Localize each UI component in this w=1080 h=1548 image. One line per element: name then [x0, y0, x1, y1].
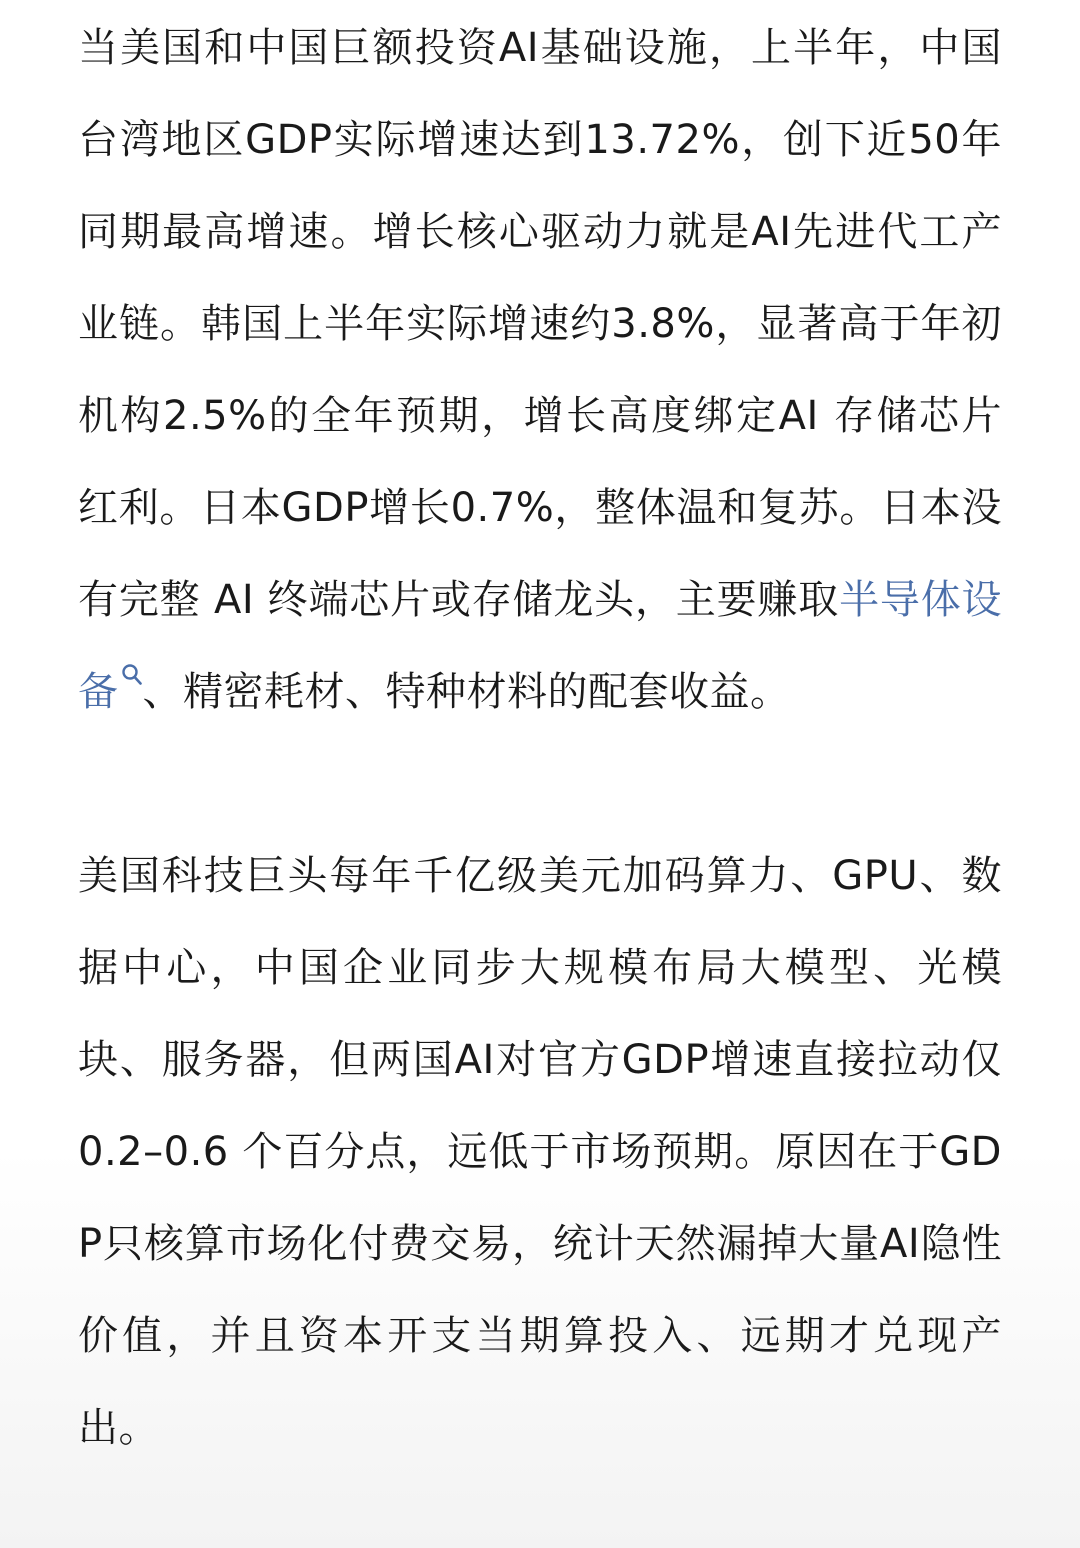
- link-text[interactable]: 半导体设备: [78, 577, 1003, 715]
- paragraph-text: 当美国和中国巨额投资AI基础设施，上半年，中国台湾地区GDP实际增速达到13.72%，创下近50年同期最高增速。增长核心驱动力就是AI先进代工产业链。韩国上半年实际增速约3.8%，显著高于年初机构2.5%的全年预期，增长高度绑定AI 存储芯片红利。日本GDP增长0.7%，整体温和复苏。日本没有完整 AI 终端芯片或存储龙头，主要赚取: [78, 25, 1002, 623]
- article-paragraph: [78, 0, 1002, 738]
- article-body: [78, 0, 1002, 1474]
- article-paragraph: 美国科技巨头每年千亿级美元加码算力、GPU、数据中心，中国企业同步大规模布局大模型、光模块、服务器，但两国AI对官方GDP增速直接拉动仅0.2–0.6 个百分点，远低于市场预期。原因在于GDP只核算市场化付费交易，统计天然漏掉大量AI隐性价值，并且资本开支当期算投入、远期才兑现产出。: [78, 853, 1002, 1451]
- paragraph-text: 、精密耗材、特种材料的配套收益。: [142, 669, 791, 715]
- search-icon[interactable]: [121, 663, 143, 687]
